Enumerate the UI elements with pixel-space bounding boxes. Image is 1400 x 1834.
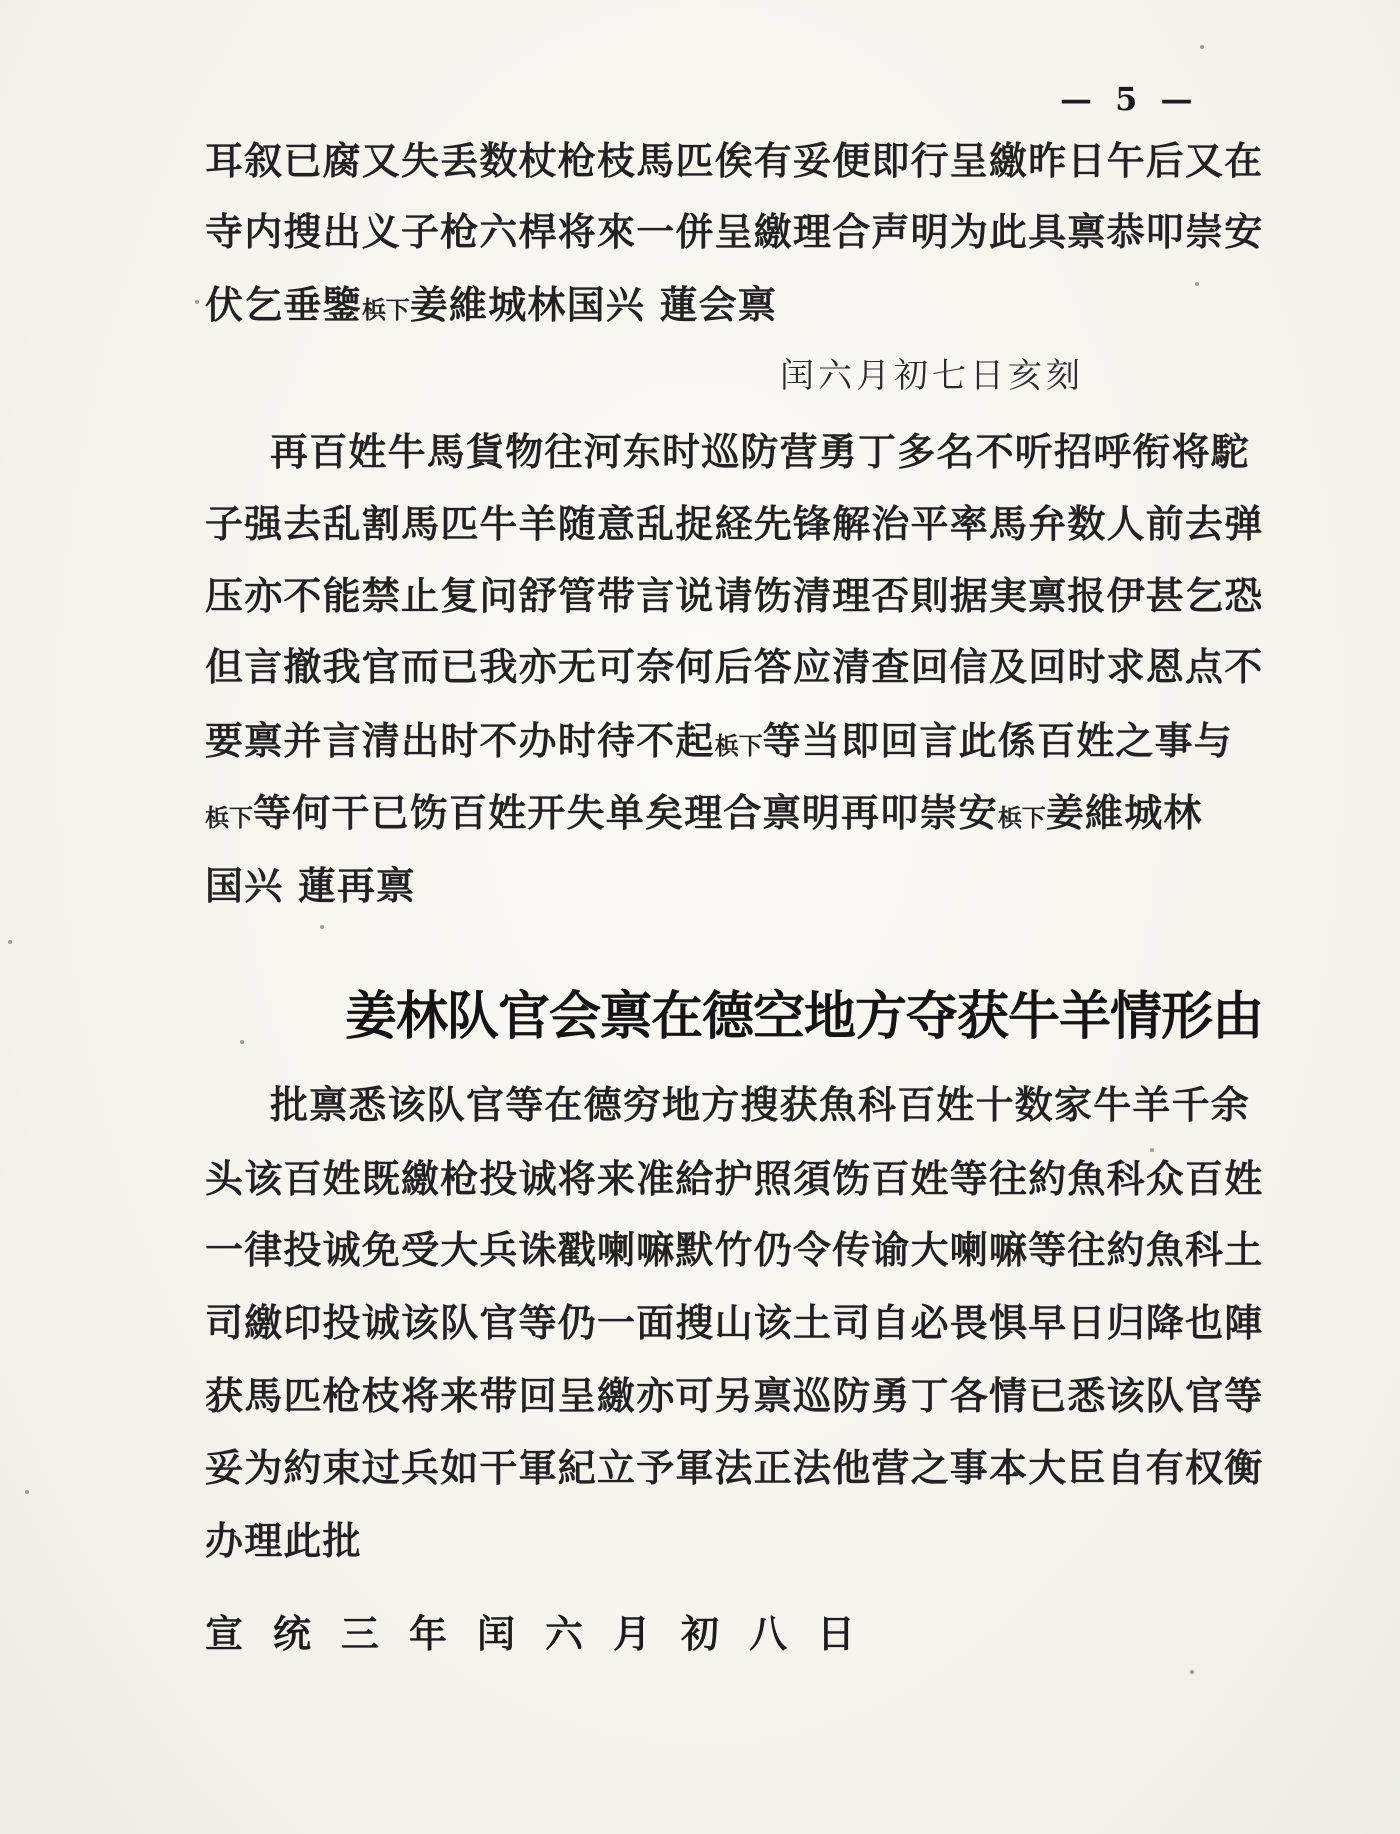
honorific-small: 梹下 [361,295,410,324]
text-span: 姜維城林国兴 蓮会禀 [409,282,778,327]
text-line: 一律投诚免受大兵诛戳喇嘛默竹仍令传谕大喇嘛等往約魚科土 [205,1227,1264,1272]
honorific-small: 梹下 [997,803,1046,832]
scan-speck [1195,282,1199,286]
scan-speck [1150,1148,1154,1152]
text-line: 子强去乱割馬匹牛羊随意乱捉経先锋解治平率馬弁数人前去弹 [205,501,1264,546]
text-line: 妥为約束过兵如干軍紀立予軍法正法他营之事本大臣自有权衡 [205,1445,1264,1490]
report-date: 闰六月初七日亥刻 [780,356,1084,396]
text-span: 伏乞垂鑒 [205,282,362,327]
scan-speck [195,300,199,304]
text-line: 头该百姓既繳枪投诚将来准給护照須饬百姓等往約魚科众百姓 [205,1156,1264,1201]
section-heading: 姜林队官会禀在德空地方夺获牛羊情形由 [345,986,1264,1047]
text-span: 要禀并言清出时不办时待不起 [205,718,715,763]
text-line [205,789,1203,842]
text-line: 司繳印投诚该队官等仍一面搜山该土司自必畏惧早日归降也陣 [205,1300,1264,1345]
text-line: 办理此批 [205,1518,362,1563]
honorific-small: 梹下 [714,731,763,760]
text-line: 压亦不能禁止复问舒管带言说请饬清理否則据実禀报伊甚乞恐 [205,573,1264,618]
text-line: 国兴 蓮再禀 [205,863,416,908]
scan-speck [25,1490,29,1494]
text-line: 但言撤我官而已我亦无可奈何后答应清查回信及回时求恩点不 [205,644,1264,689]
scan-speck [1190,1670,1194,1674]
text-span: 等当即回言此係百姓之事与 [762,718,1234,763]
text-span: 等何干已饬百姓开失单矣理合禀明再叩崇安 [253,790,998,835]
text-span: 姜維城林 [1045,790,1203,835]
scan-speck [8,940,12,944]
text-line: 耳叙已腐又失丢数杖枪枝馬匹俟有妥便即行呈繳昨日午后又在 [205,138,1264,183]
text-line: 获馬匹枪枝将来带回呈繳亦可另禀巡防勇丁各情已悉该队官等 [205,1373,1264,1418]
document-date: 宣统三年闰六月初八日 [205,1611,886,1656]
scan-speck [1200,45,1204,49]
text-line: 批禀悉该队官等在德穷地方搜获魚科百姓十数家牛羊千余 [270,1082,1251,1127]
scan-speck [240,1040,244,1044]
text-line [205,717,1234,770]
scan-speck [320,925,324,929]
text-line: 再百姓牛馬貨物往河东时巡防营勇丁多名不听招呼衔将駝 [270,429,1251,474]
text-line: 寺内搜出义子枪六桿将來一併呈繳理合声明为此具禀恭叩崇安 [205,209,1264,254]
honorific-small: 梹下 [205,803,253,832]
page-number: — 5 — [1060,80,1199,118]
text-line [205,281,1180,334]
